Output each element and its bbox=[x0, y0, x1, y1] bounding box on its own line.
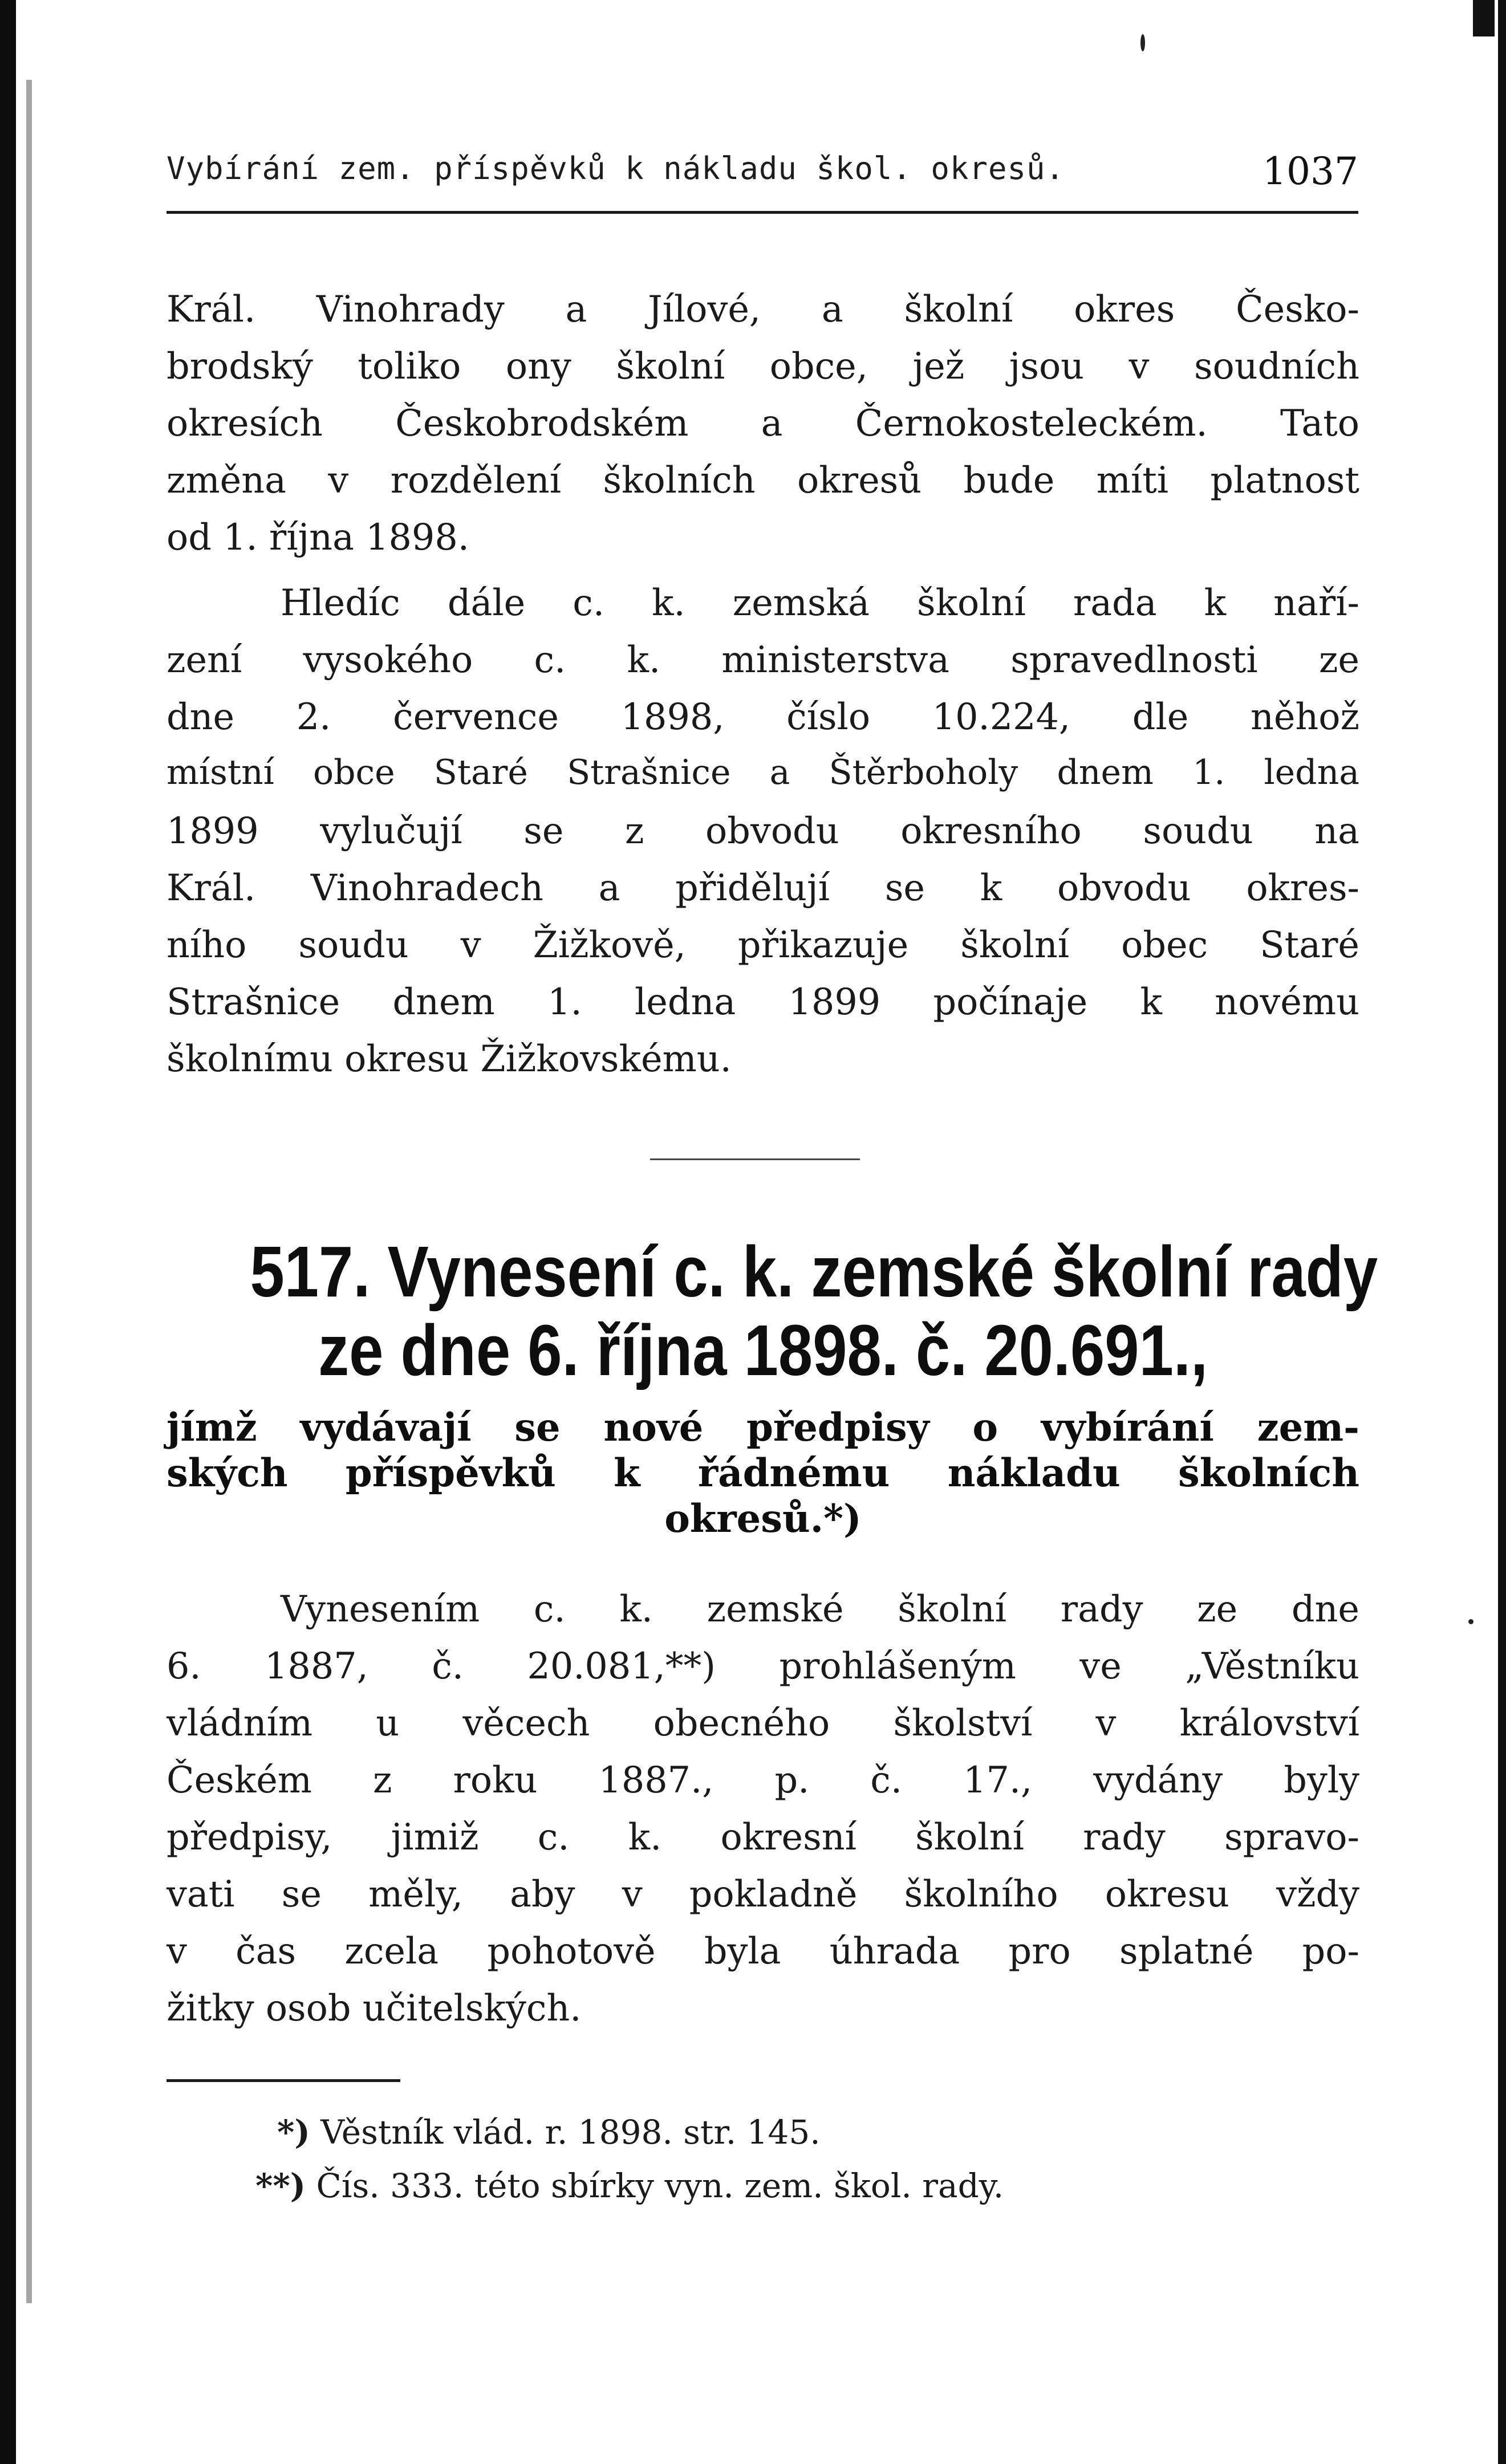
footnote bbox=[277, 2113, 821, 2152]
text-line: okresích Českobrodském a Černokosteleckém. Tato bbox=[167, 402, 1359, 444]
text-line: Vynesením c. k. zemské školní rady ze dne bbox=[281, 1588, 1359, 1630]
section-subtitle-line: okresů.*) bbox=[664, 1496, 862, 1541]
scan-edge-left bbox=[0, 0, 16, 2464]
text-line: zení vysokého c. k. ministerstva spravedlnosti ze bbox=[167, 639, 1359, 681]
scan-speck bbox=[1468, 1619, 1473, 1624]
footnote-rule bbox=[167, 2079, 400, 2082]
text-line: ního soudu v Žižkově, přikazuje školní obec Staré bbox=[167, 924, 1359, 966]
text-line: od 1. října 1898. bbox=[167, 516, 469, 558]
text-line: místní obce Staré Strašnice a Štěrboholy dnem 1. ledna bbox=[167, 753, 1359, 792]
text-line: Strašnice dnem 1. ledna 1899 počínaje k novému bbox=[167, 981, 1359, 1023]
text-line: vládním u věcech obecného školství v království bbox=[167, 1702, 1359, 1744]
section-subtitle-line: ských příspěvků k řádnému nákladu školních bbox=[167, 1450, 1359, 1495]
header-rule bbox=[167, 211, 1358, 214]
text-line: Král. Vinohradech a přidělují se k obvodu okres- bbox=[167, 867, 1359, 909]
text-line: žitky osob učitelských. bbox=[167, 1987, 582, 2029]
footnote-mark: **) bbox=[255, 2166, 306, 2205]
text-line: dne 2. července 1898, číslo 10.224, dle něhož bbox=[167, 696, 1359, 738]
section-subtitle-line: jímž vydávají se nové předpisy o vybírání zem- bbox=[167, 1405, 1359, 1450]
footnote-mark: *) bbox=[277, 2113, 310, 2152]
footnote bbox=[255, 2166, 1004, 2205]
text-line: předpisy, jimiž c. k. okresní školní rady spravo- bbox=[167, 1816, 1359, 1858]
text-line: 1899 vylučují se z obvodu okresního soudu na bbox=[167, 810, 1359, 852]
text-line: Král. Vinohrady a Jílové, a školní okres Česko- bbox=[167, 288, 1359, 330]
text-line: brodský toliko ony školní obce, jež jsou v soudních bbox=[167, 345, 1359, 387]
text-line: změna v rozdělení školních okresů bude míti platnost bbox=[167, 459, 1359, 501]
section-separator bbox=[650, 1158, 860, 1160]
text-line: v čas zcela pohotově byla úhrada pro splatné po- bbox=[167, 1930, 1359, 1972]
text-line: Českém z roku 1887., p. č. 17., vydány byly bbox=[167, 1759, 1359, 1801]
section-heading: 517. Vynesení c. k. zemské školní rady bbox=[250, 1231, 1378, 1312]
scan-shadow-left bbox=[26, 80, 32, 2303]
running-title: Vybírání zem. příspěvků k nákladu škol. okresů. bbox=[167, 151, 1065, 186]
footnote-text: Čís. 333. této sbírky vyn. zem. škol. rady. bbox=[316, 2166, 1004, 2205]
section-heading-date: ze dne 6. října 1898. č. 20.691., bbox=[318, 1310, 1208, 1390]
text-line: školnímu okresu Žižkovskému. bbox=[167, 1038, 732, 1080]
page-number: 1037 bbox=[1263, 149, 1358, 193]
text-line: 6. 1887, č. 20.081,**) prohlášeným ve „Věstníku bbox=[167, 1645, 1359, 1687]
running-header bbox=[167, 149, 1358, 206]
scan-edge-right-top bbox=[1473, 0, 1495, 36]
scan-speck bbox=[1140, 34, 1145, 51]
scan-edge-right bbox=[1498, 0, 1506, 2464]
footnote-text: Věstník vlád. r. 1898. str. 145. bbox=[320, 2113, 821, 2152]
text-line: vati se měly, aby v pokladně školního okresu vždy bbox=[167, 1873, 1359, 1915]
text-line: Hledíc dále c. k. zemská školní rada k naří- bbox=[281, 582, 1359, 624]
